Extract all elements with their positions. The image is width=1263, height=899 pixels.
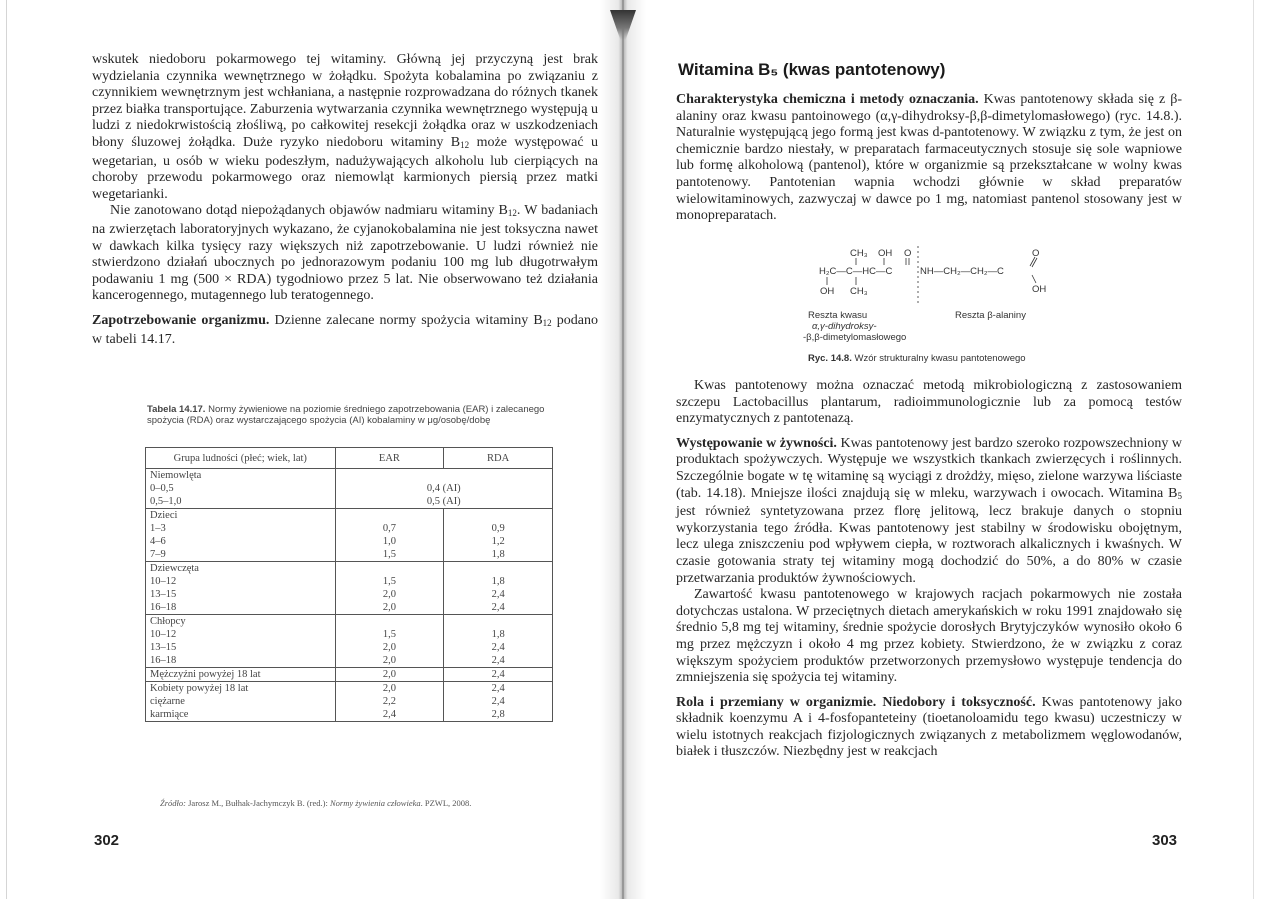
left-body-text xyxy=(92,52,598,348)
figure-label-left: Reszta kwasu xyxy=(808,310,868,321)
formula-left-chain: H₂C—C—HC—C xyxy=(819,266,893,277)
group-label: Dzieci xyxy=(146,509,336,523)
section-heading: Witamina B₅ (kwas pantotenowy) xyxy=(678,60,946,79)
paragraph-content: Zawartość kwasu pantotenowego w krajowych racjach pokarmowych nie została dotychczas ustalona. W przeciętnych dietach amerykańskich w roku 1991 znajdowało się średnio 5,8 mg tej witaminy, średnie spożycie dorosłych Brytyjczyków wynosiło około 6 mg przez mężczyzn i około 4 mg przez kobiety. Stwierdzono, że w związku z coraz większym spożyciem produktów przetworzonych przemysłowo występuje tendencja do zmniejszenia się spożycia tej witaminy. xyxy=(676,587,1182,686)
column-header: RDA xyxy=(444,448,553,469)
table-group-row xyxy=(146,615,553,629)
paragraph-determination: Kwas pantotenowy można oznaczać metodą mikrobiologiczną z zastosowaniem szczepu Lactobacillus plantarum, radioimmunologicznie lub za pomocą testów enzymatycznych z pantotenazą. xyxy=(676,378,1182,427)
formula-o-acid: O xyxy=(1032,248,1040,259)
paragraph-cobalamin-deficiency: wskutek niedoboru pokarmowego tej witaminy. Główną jej przyczyną jest brak wydzielania czynnika wewnętrznego w żołądku. Spożyta kobalamina po związaniu z czynnikiem wewnętrznym jest wchłaniana, a następnie rozprowadzana do różnych tkanek przez białka transportujące. Zaburzenia wytwarzania czynnika wewnętrznego występują u ludzi z niedokrwistością złośliwą, po całkowitej resekcji żołądka oraz w uszkodzeniach błony śluzowej żołądka. Duże ryzyko niedoboru witaminy $B_{12}$ może występować u wegetarian, u osób w wieku podeszłym, nadużywających alkoholu lub cierpiących na choroby przewodu pokarmowego oraz niemowląt karmionych piersią przez matki wegetarianki. xyxy=(92,52,598,202)
formula-o-top: O xyxy=(904,248,912,259)
page-number-left: 302 xyxy=(94,832,120,849)
right-body-text-bottom xyxy=(676,378,1182,761)
paragraph-occurrence: Występowanie w żywności. Kwas pantotenowy jest bardzo szeroko rozpowszechniony w produktach spożywczych. Występuje we wszystkich tkankach zwierzęcych i roślinnych. Szczególnie bogate w tę witaminę są wyciągi z drożdży, mięso, zielone warzywa liściaste (tab. 14.18). Mniejsze ilości znajdują się w mleku, warzywach i owocach. Witamina $B_5$ jest również syntetyzowana przez florę jelitową, lecz brakuje danych o stopniu wykorzystania tego źródła. Kwas pantotenowy jest stabilny w środowisku obojętnym, lecz ulega zniszczeniu pod wpływem ciepła, w roztworach alkalicznych i kwaśnych. W czasie gotowania straty tej witaminy mogą dochodzić do 50%, a do 80% w czasie przetwarzania produktów żywnościowych. xyxy=(676,435,1182,586)
table-header-row xyxy=(146,448,553,469)
figure-caption: Ryc. 14.8. Wzór strukturalny kwasu pantotenowego xyxy=(808,353,1026,364)
pantothenic-acid-structure xyxy=(800,244,1100,354)
paragraph-requirements: Zapotrzebowanie organizmu. Dzienne zalecane normy spożycia witaminy $B_{12}$ podano w tabeli 14.17. xyxy=(92,312,599,347)
table-group-row xyxy=(146,562,553,576)
table-row: 13–15 2,0 2,4 xyxy=(146,641,553,654)
figure-label-left: -β,β-dimetylomasłowego xyxy=(803,332,907,343)
nutrition-table xyxy=(145,447,553,722)
table-row: karmiące 2,4 2,8 xyxy=(146,708,553,722)
paragraph-chemistry: Charakterystyka chemiczna i metody oznaczania. Kwas pantotenowy składa się z β-alaniny oraz kwasu pantoinowego (α,γ-dihydroksy-β,β-dimetylomasłowego) (ryc. 14.8.). Naturalnie występującą jego formą jest kwas d-pantotenowy. W związku z tym, że jest on chemicznie bardzo niestały, w preparatach farmaceutycznych stosuje się sole wapniowe lub formę alkoholową (pantenol), które w organizmie są przekształcane w wolny kwas pantotenowy. Pantotenian wapnia wchodzi głównie w skład preparatów wielowitaminowych, zazwyczaj w dawce po 1 mg, natomiast pantenol stosowany jest w monopreparatach. xyxy=(676,92,1182,224)
formula-ch3-bottom: CH₃ xyxy=(850,286,868,297)
paragraph-role: Rola i przemiany w organizmie. Niedobory i toksyczność. Kwas pantotenowy jako składnik koenzymu A i 4-fosfopanteteiny (tioetanoloamidu tego kwasu) uczestniczy w wielu istotnych reakcjach fizjologicznych związanych z metabolizmem węglowodanów, białek i tłuszczów. Niezbędny jest w reakcjach xyxy=(676,694,1182,760)
table-row: 4–6 1,0 1,2 xyxy=(146,535,553,548)
table-row: 0–0,5 0,4 (AI) xyxy=(146,482,553,495)
figure-label-left: α,γ-dihydroksy- xyxy=(812,321,877,332)
paragraph-no-toxicity: Nie zanotowano dotąd niepożądanych objawów nadmiaru witaminy $B_{12}$. W badaniach na zwierzętach laboratoryjnych wykazano, że cyjanokobalamina nie jest toksyczna nawet w dawkach kilka tysięcy razy większych niż zapotrzebowanie. U ludzi również nie stwierdzono działań ubocznych po jednorazowym podaniu 100 mg lub długotrwałym podawaniu 1 mg (500 × RDA) tygodniowo przez 5 lat. Nie obserwowano też działania kancerogennego, mutagennego lub teratogennego. xyxy=(92,203,598,304)
table-row: 16–18 2,0 2,4 xyxy=(146,654,553,668)
column-header: Grupa ludności (płeć; wiek, lat) xyxy=(146,448,336,469)
table-row: 0,5–1,0 0,5 (AI) xyxy=(146,495,553,509)
table-row: 10–12 1,5 1,8 xyxy=(146,575,553,588)
page-number-right: 303 xyxy=(1152,832,1178,849)
table-caption: Tabela 14.17. Normy żywieniowe na poziomie średniego zapotrzebowania (EAR) i zalecanego spożycia (RDA) oraz wystarczającego spożycia (AI) kobalaminy w μg/osobę/dobę xyxy=(147,404,545,426)
table-row: 1–3 0,7 0,9 xyxy=(146,522,553,535)
page-edge-right xyxy=(1253,0,1254,899)
table-row: Mężczyźni powyżej 18 lat 2,0 2,4 xyxy=(146,668,553,682)
group-label: Chłopcy xyxy=(146,615,336,629)
table-group-row xyxy=(146,509,553,523)
table-row: 16–18 2,0 2,4 xyxy=(146,601,553,615)
formula-oh-bottom: OH xyxy=(820,286,835,297)
group-label: Niemowlęta xyxy=(146,469,336,483)
group-label: Dziewczęta xyxy=(146,562,336,576)
table-row: 10–12 1,5 1,8 xyxy=(146,628,553,641)
table-source: Źródło: Jarosz M., Bułhak-Jachymczyk B. (red.): Normy żywienia człowieka. PZWL, 2008. xyxy=(160,798,472,808)
column-header: EAR xyxy=(335,448,444,469)
formula-oh-acid: OH xyxy=(1032,284,1047,295)
formula-oh-top: OH xyxy=(878,248,893,259)
table-row: Kobiety powyżej 18 lat 2,0 2,4 xyxy=(146,682,553,696)
table-row: 7–9 1,5 1,8 xyxy=(146,548,553,562)
table-row: 13–15 2,0 2,4 xyxy=(146,588,553,601)
table-row: ciężarne 2,2 2,4 xyxy=(146,695,553,708)
left-page xyxy=(0,0,622,899)
formula-ch3-top: CH₃ xyxy=(850,248,868,259)
table-group-row xyxy=(146,469,553,483)
figure-label-right: Reszta β-alaniny xyxy=(955,310,1026,321)
right-body-text-top xyxy=(676,92,1182,225)
formula-right-chain: NH—CH₂—CH₂—C xyxy=(920,266,1004,277)
